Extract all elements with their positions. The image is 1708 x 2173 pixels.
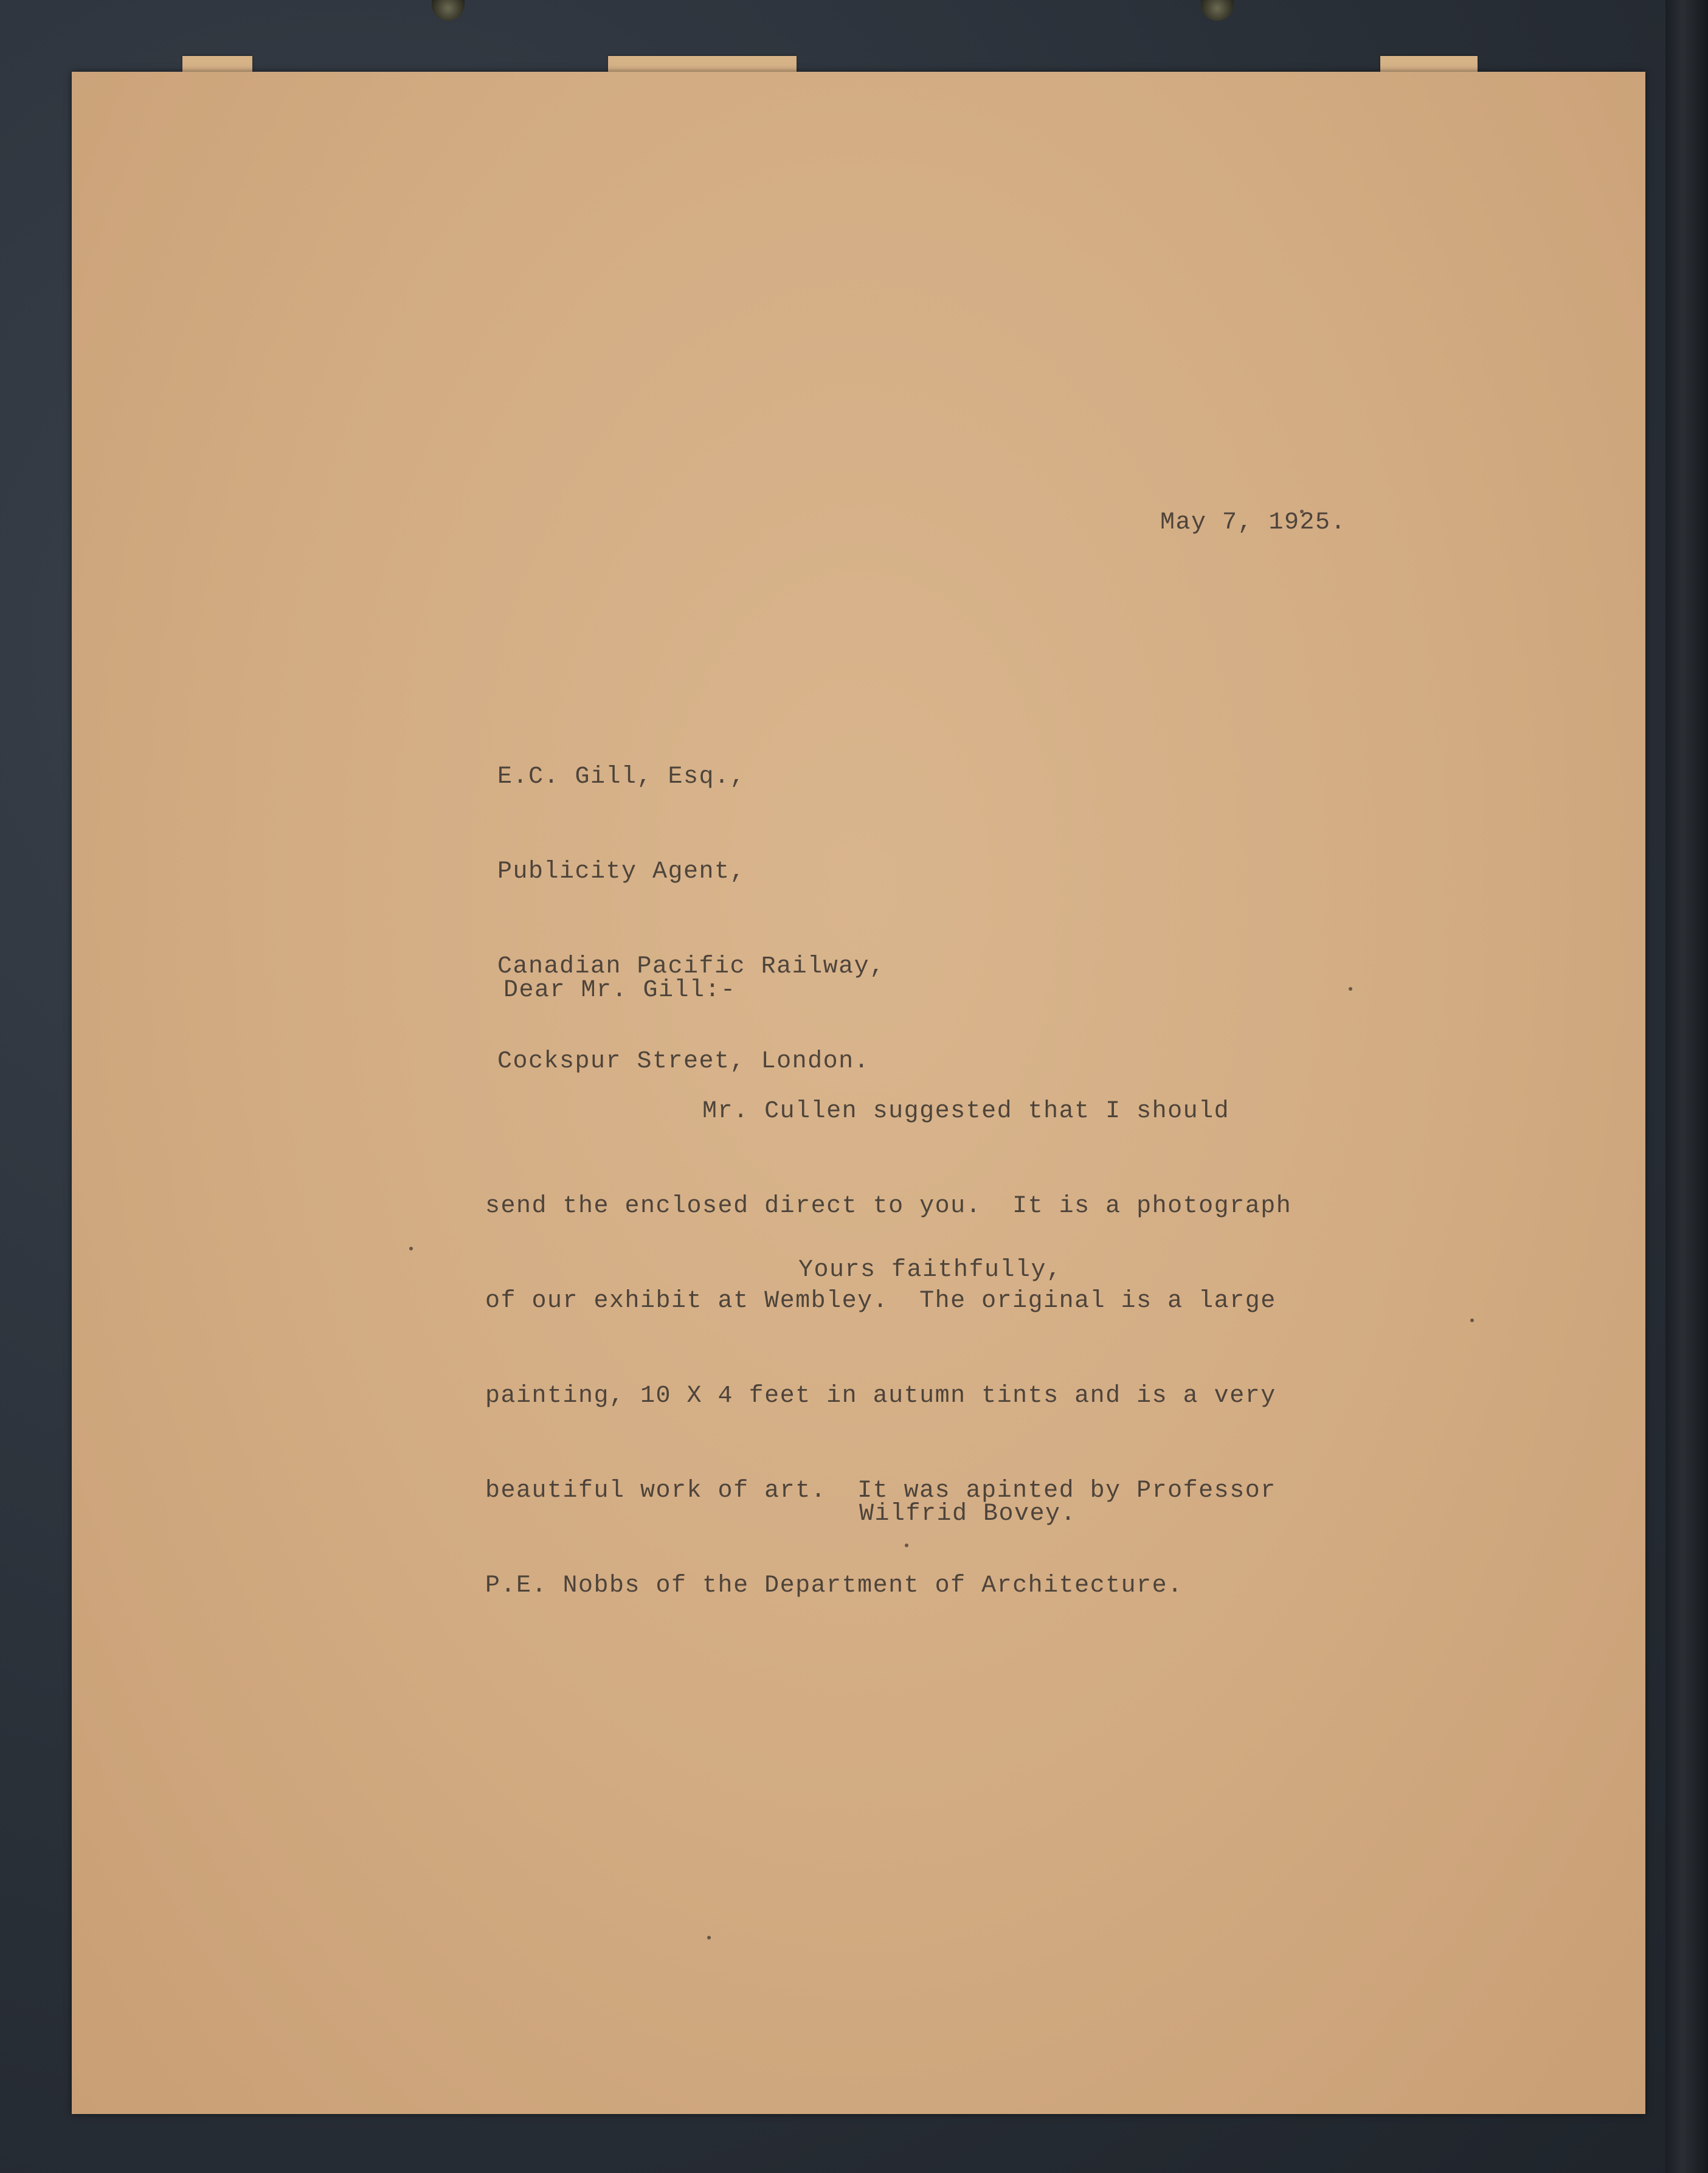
binder-edge [1665, 0, 1708, 2173]
address-line: E.C. Gill, Esq., [497, 763, 746, 791]
body-line: Mr. Cullen suggested that I should [485, 1098, 1230, 1125]
paper-speck [707, 1936, 711, 1939]
letter-page [72, 72, 1645, 2114]
complimentary-close: Yours faithfully, [798, 1256, 1062, 1284]
paper-speck [409, 1247, 413, 1250]
letter-date: May 7, 1925. [1160, 509, 1347, 536]
paper-speck [1349, 987, 1352, 991]
signature-name: Wilfrid Bovey. [859, 1500, 1077, 1528]
address-line: Publicity Agent, [497, 858, 746, 885]
letter-body [485, 1033, 1291, 1665]
salutation: Dear Mr. Gill:- [503, 977, 736, 1004]
address-line: Canadian Pacific Railway, [497, 953, 885, 980]
paper-speck [1470, 1319, 1474, 1322]
body-line: of our exhibit at Wembley. The original is a large [485, 1288, 1276, 1315]
body-line: send the enclosed direct to you. It is a photograph [485, 1193, 1292, 1220]
address-line: Cockspur Street, London. [497, 1048, 870, 1075]
body-line: P.E. Nobbs of the Department of Architecture. [485, 1572, 1183, 1599]
body-line: beautiful work of art. It was apinted by Professor [485, 1477, 1276, 1505]
body-line: painting, 10 X 4 feet in autumn tints and is a very [485, 1382, 1276, 1410]
